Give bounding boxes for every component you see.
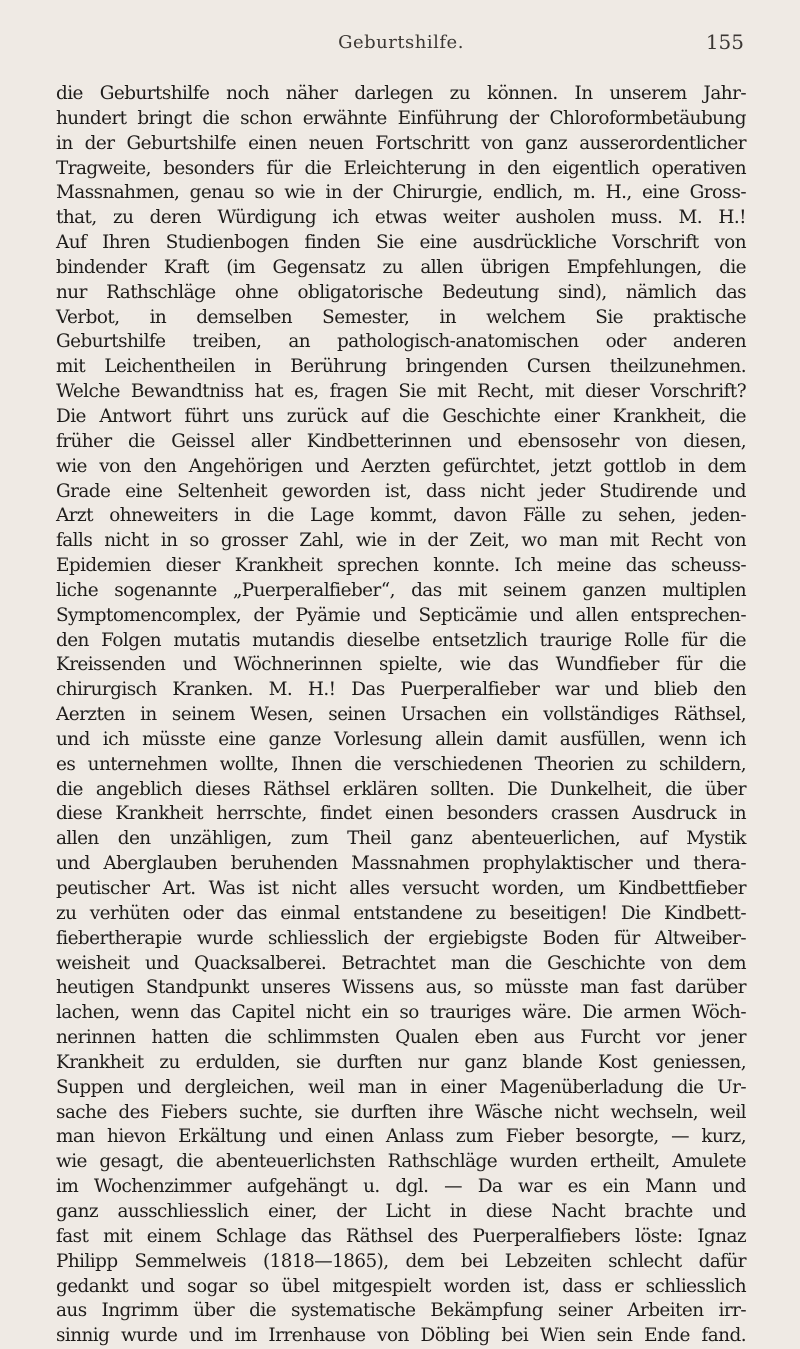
text-line: lachen, wenn das Capitel nicht ein so trauriges wäre. Die armen Wöch- bbox=[56, 1002, 746, 1024]
text-line: Suppen und dergleichen, weil man in einer Magenüberladung die Ur- bbox=[56, 1076, 746, 1098]
text-line: Epidemien dieser Krankheit sprechen konnte. Ich meine das scheuss- bbox=[56, 555, 746, 577]
text-line: im Wochenzimmer aufgehängt u. dgl. — Da war es ein Mann und bbox=[56, 1176, 746, 1198]
text-line: es unternehmen wollte, Ihnen die verschiedenen Theorien zu schildern, bbox=[56, 753, 746, 775]
text-line: diese Krankheit herrschte, findet einen besonders crassen Ausdruck in bbox=[56, 803, 746, 825]
text-line: aus Ingrimm über die systematische Bekämpfung seiner Arbeiten irr- bbox=[56, 1300, 746, 1322]
text-line: fiebertherapie wurde schliesslich der ergiebigste Boden für Altweiber- bbox=[56, 927, 746, 949]
text-line: Tragweite, besonders für die Erleichterung in den eigentlich operativen bbox=[56, 157, 746, 179]
running-header bbox=[56, 22, 746, 62]
text-line: bindender Kraft (im Gegensatz zu allen übrigen Empfehlungen, die bbox=[56, 256, 746, 278]
text-line: fast mit einem Schlage das Räthsel des Puerperalfiebers löste: Ignaz bbox=[56, 1225, 746, 1247]
text-line: Auf Ihren Studienbogen finden Sie eine ausdrückliche Vorschrift von bbox=[56, 232, 746, 254]
text-line: sinnig wurde und im Irrenhause von Döbling bei Wien sein Ende fand. bbox=[56, 1325, 746, 1347]
text-line: that, zu deren Würdigung ich etwas weiter ausholen muss. M. H.! bbox=[56, 207, 746, 229]
text-line: in der Geburtshilfe einen neuen Fortschritt von ganz ausserordentlicher bbox=[56, 132, 746, 154]
text-line: Geburtshilfe treiben, an pathologisch-anatomischen oder anderen bbox=[56, 331, 746, 353]
text-line: sache des Fiebers suchte, sie durften ihre Wäsche nicht wechseln, weil bbox=[56, 1101, 746, 1123]
text-line: die Geburtshilfe noch näher darlegen zu können. In unserem Jahr- bbox=[56, 83, 746, 104]
text-line: hundert bringt die schon erwähnte Einführung der Chloroformbetäubung bbox=[56, 107, 746, 129]
text-line: Welche Bewandtniss hat es, fragen Sie mit Recht, mit dieser Vorschrift? bbox=[56, 381, 746, 403]
text-line: den Folgen mutatis mutandis dieselbe entsetzlich traurige Rolle für die bbox=[56, 629, 746, 651]
text-line: Verbot, in demselben Semester, in welchem Sie praktische bbox=[56, 306, 746, 328]
text-line: nur Rathschläge ohne obligatorische Bedeutung sind), nämlich das bbox=[56, 281, 746, 303]
text-line: weisheit und Quacksalberei. Betrachtet man die Geschichte von dem bbox=[56, 952, 746, 974]
page-number: 155 bbox=[705, 30, 744, 54]
text-line: mit Leichentheilen in Berührung bringenden Cursen theilzunehmen. bbox=[56, 356, 746, 378]
text-line: nerinnen hatten die schlimmsten Qualen eben aus Furcht vor jener bbox=[56, 1027, 746, 1049]
text-line: Grade eine Seltenheit geworden ist, dass nicht jeder Studirende und bbox=[56, 480, 746, 502]
text-line: zu verhüten oder das einmal entstandene zu beseitigen! Die Kindbett- bbox=[56, 902, 746, 924]
text-line: heutigen Standpunkt unseres Wissens aus, so müsste man fast darüber bbox=[56, 977, 746, 999]
text-line: Kreissenden und Wöchnerinnen spielte, wie das Wundfieber für die bbox=[56, 654, 746, 676]
text-line: wie gesagt, die abenteuerlichsten Rathschläge wurden ertheilt, Amulete bbox=[56, 1151, 746, 1173]
text-line: und ich müsste eine ganze Vorlesung allein damit ausfüllen, wenn ich bbox=[56, 728, 746, 750]
body-text bbox=[56, 82, 746, 1349]
text-line: Die Antwort führt uns zurück auf die Geschichte einer Krankheit, die bbox=[56, 405, 746, 427]
text-line: wie von den Angehörigen und Aerzten gefürchtet, jetzt gottlob in dem bbox=[56, 455, 746, 477]
text-line: Symptomencomplex, der Pyämie und Septicämie und allen entsprechen- bbox=[56, 604, 746, 626]
text-line: und Aberglauben beruhenden Massnahmen prophylaktischer und thera- bbox=[56, 853, 746, 875]
text-line: man hievon Erkältung und einen Anlass zum Fieber besorgte, — kurz, bbox=[56, 1126, 746, 1148]
text-line: allen den unzähligen, zum Theil ganz abenteuerlichen, auf Mystik bbox=[56, 828, 746, 850]
text-line: Arzt ohneweiters in die Lage kommt, davon Fälle zu sehen, jeden- bbox=[56, 505, 746, 527]
text-line: Krankheit zu erdulden, sie durften nur ganz blande Kost geniessen, bbox=[56, 1051, 746, 1073]
text-line: Aerzten in seinem Wesen, seinen Ursachen ein vollständiges Räthsel, bbox=[56, 704, 746, 726]
text-line: falls nicht in so grosser Zahl, wie in der Zeit, wo man mit Recht von bbox=[56, 530, 746, 552]
text-line: früher die Geissel aller Kindbetterinnen und ebensosehr von diesen, bbox=[56, 430, 746, 452]
text-line: gedankt und sogar so übel mitgespielt worden ist, dass er schliesslich bbox=[56, 1275, 746, 1297]
running-title: Geburtshilfe. bbox=[338, 32, 464, 53]
text-line: peutischer Art. Was ist nicht alles versucht worden, um Kindbettfieber bbox=[56, 878, 746, 899]
text-line: Massnahmen, genau so wie in der Chirurgie, endlich, m. H., eine Gross- bbox=[56, 182, 746, 204]
text-line: Philipp Semmelweis (1818—1865), dem bei Lebzeiten schlecht dafür bbox=[56, 1250, 746, 1272]
text-line: die angeblich dieses Räthsel erklären sollten. Die Dunkelheit, die über bbox=[56, 778, 746, 800]
text-line: ganz ausschliesslich einer, der Licht in diese Nacht brachte und bbox=[56, 1200, 746, 1222]
text-line: chirurgisch Kranken. M. H.! Das Puerperalfieber war und blieb den bbox=[56, 679, 746, 701]
text-line: liche sogenannte „Puerperalfieber“, das mit seinem ganzen multiplen bbox=[56, 579, 746, 601]
